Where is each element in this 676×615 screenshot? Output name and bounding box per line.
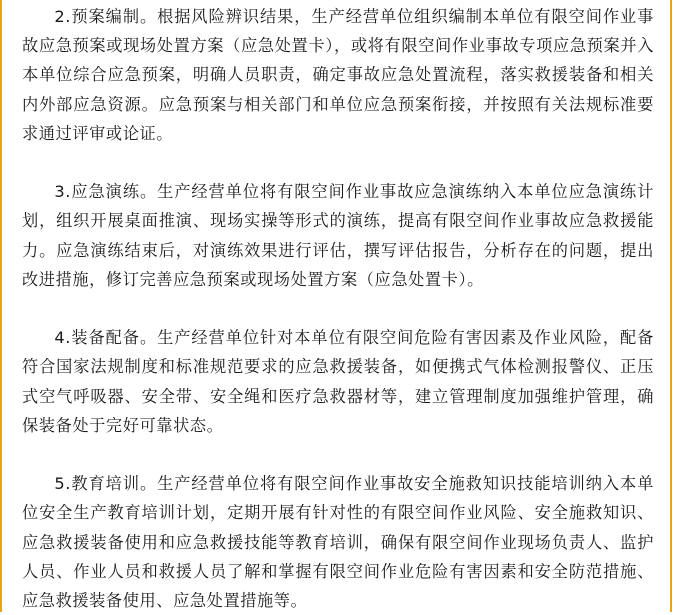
document-body (2, 0, 670, 615)
paragraph-training: 5.教育培训。生产经营单位将有限空间作业事故安全施救知识技能培训纳入本单位安全生产教育培训计划，定期开展有针对性的有限空间作业风险、安全施救知识、应急救援装备使用和应急救援技能等教育培训，确保有限空间作业现场负责人、监护人员、作业人员和救援人员了解和掌握有限空间作业危险有害因素和安全防范措施、应急救援装备使用、应急处置措施等。 (22, 474, 654, 611)
paragraph-plan-preparation: 2.预案编制。根据风险辨识结果，生产经营单位组织编制本单位有限空间作业事故应急预案或现场处置方案（应急处置卡），或将有限空间作业事故专项应急预案并入本单位综合应急预案，明确人员职责，确定事故应急处置流程，落实救援装备和相关内外部应急资源。应急预案与相关部门和单位应急预案衔接，并按照有关法规标准要求通过评审或论证。 (22, 7, 654, 143)
paragraph-emergency-drill: 3.应急演练。生产经营单位将有限空间作业事故应急演练纳入本单位应急演练计划，组织开展桌面推演、现场实操等形式的演练，提高有限空间作业事故应急救援能力。应急演练结束后，对演练效果进行评估，撰写评估报告，分析存在的问题，提出改进措施，修订完善应急预案或现场处置方案（应急处置卡）。 (22, 182, 654, 289)
paragraph-equipment: 4.装备配备。生产经营单位针对本单位有限空间危险有害因素及作业风险，配备符合国家法规制度和标准规范要求的应急救援装备，如便携式气体检测报警仪、正压式空气呼吸器、安全带、安全绳和医疗急救器材等，建立管理制度加强维护管理，确保装备处于完好可靠状态。 (22, 328, 654, 435)
